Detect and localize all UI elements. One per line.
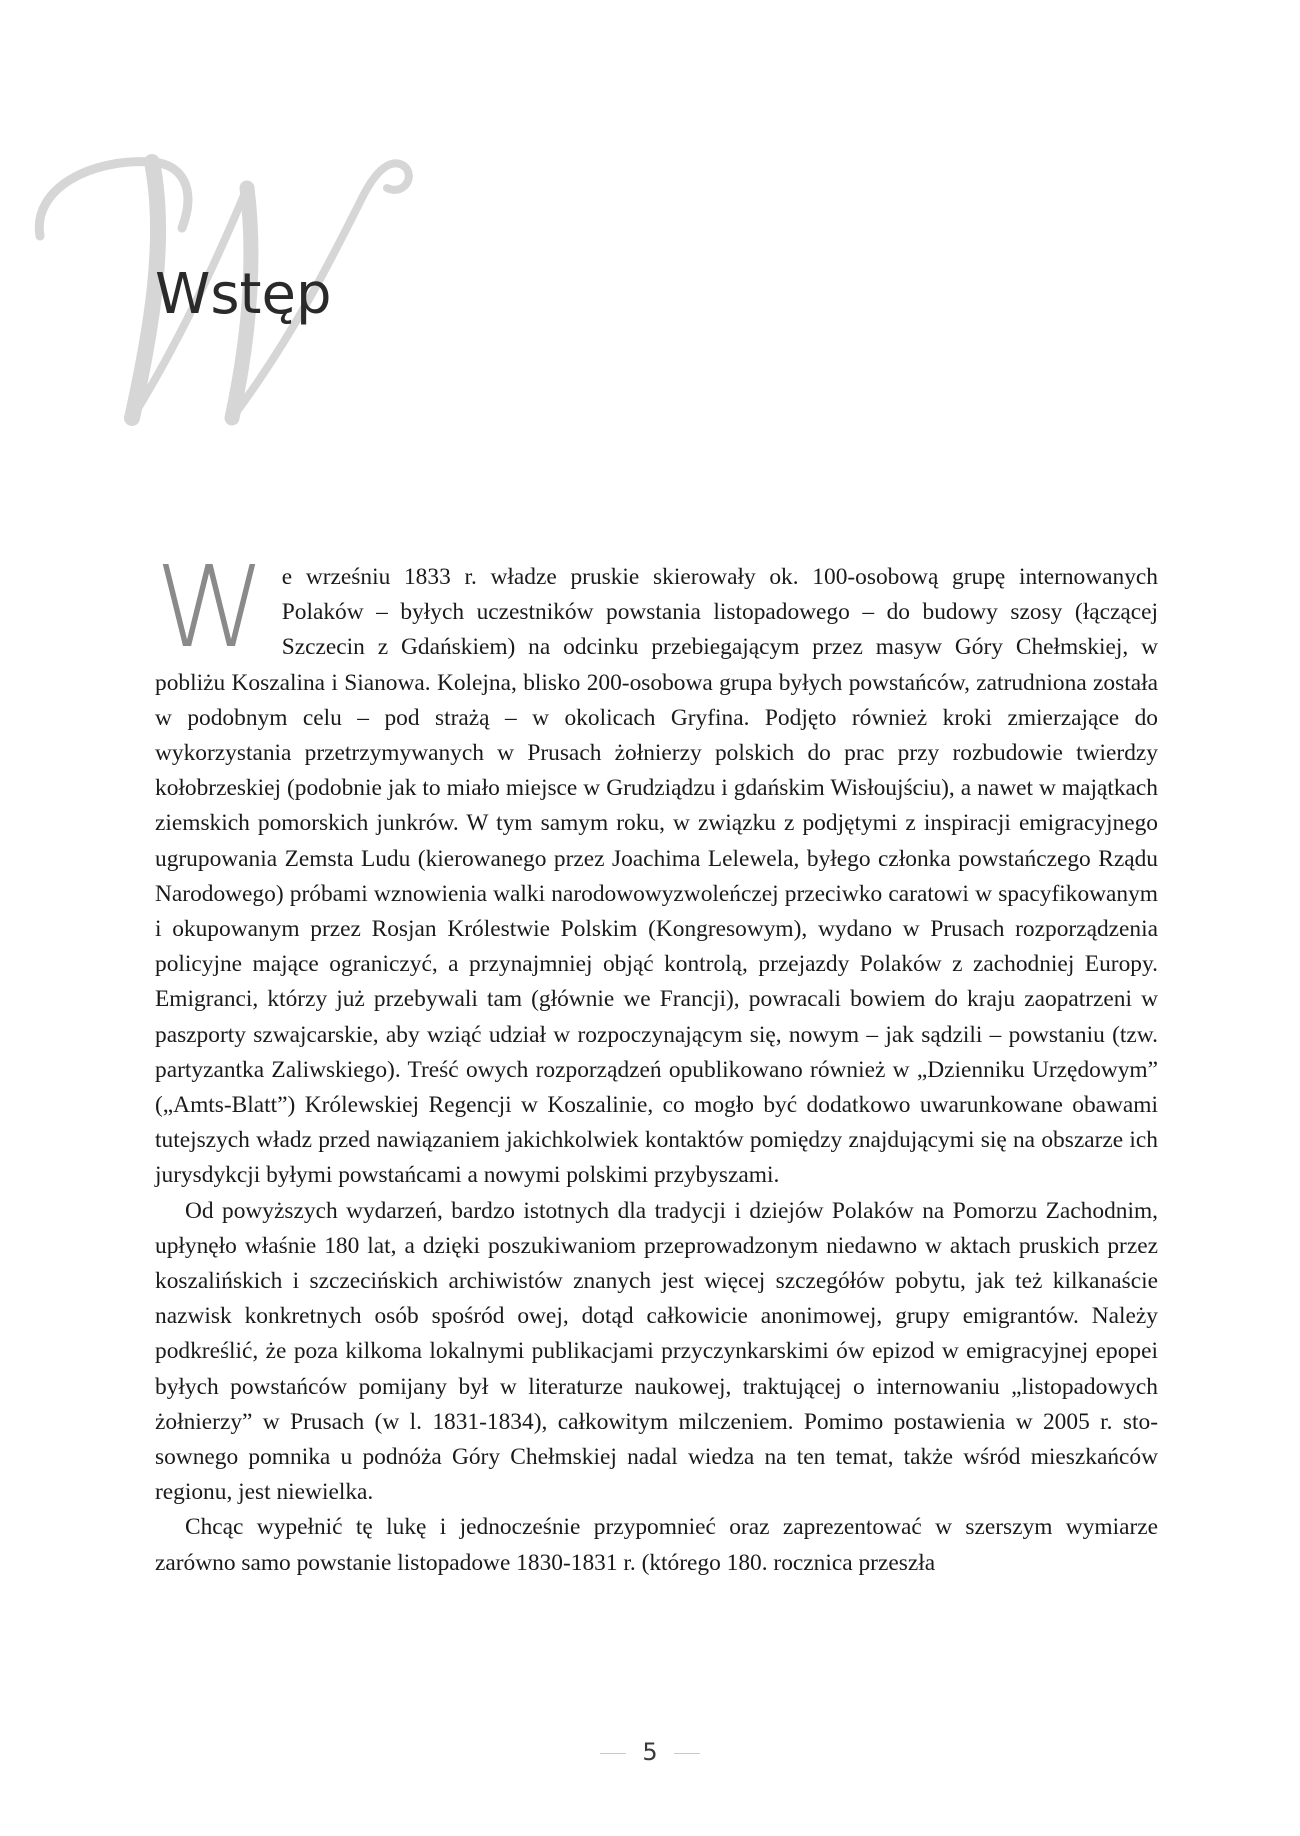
paragraph: Od powyższych wydarzeń, bardzo istotnych dla tradycji i dziejów Polaków na Pomorzu Zachodnim, upłynęło właśnie 180 lat, a dzięki poszukiwaniom przeprowadzonym niedawno w aktach pruskich przez koszalińskich i szczecińskich archiwistów znanych jest więcej szczegółów pobytu, jak też kilkanaście nazwisk konkretnych osób spośród owej, dotąd całkowicie anonimowej, grupy emigrantów. Należy podkreślić, że poza kilkoma lokalnymi publikacjami przyczynkarskimi ów epizod w emigracyjnej epopei byłych powstańców pomijany był w literaturze naukowej, traktującej o internowaniu „listopadowych żołnierzy” w Prusach (w l. 1831-1834), całkowitym milczeniem. Pomimo postawienia w 2005 r. stosownego pomnika u podnóża Góry Chełmskiej nadal wiedza na ten temat, także wśród mieszkańców regionu, jest niewielka.: [155, 1197, 1158, 1506]
paragraph: [155, 543, 1158, 1194]
paragraph: Chcąc wypełnić tę lukę i jednocześnie przypomnieć oraz zaprezentować w szerszym wymiarze zarówno samo powstanie listopadowe 1830-1831 r. (którego 180. rocznica przeszła: [155, 1514, 1158, 1576]
body-text: [155, 543, 1158, 1581]
paragraph-text: e wrześniu 1833 r. władze pruskie skierowały ok. 100-osobową grupę internowanych Polaków – byłych uczestników powstania listopadowego – do budowy szosy (łączącej Szczecin z Gdańskiem) na odcinku przebiegającym przez masyw Góry Chełmskiej, w pobliżu Koszalina i Sianowa. Kolejna, blisko 200-osobowa grupa byłych powstańców, zatrudniona została w podobnym celu – pod strażą – w okolicach Gryfina. Podjęto również kroki zmierzające do wykorzystania przetrzymywanych w Prusach żołnierzy polskich do prac przy rozbudowie twierdzy kołobrzeskiej (podobnie jak to miało miejsce w Grudziądzu i gdańskim Wisłoujściu), a nawet w majątkach ziemskich pomorskich junkrów. W tym samym roku, w związku z podjętymi z inspiracji emigracyjnego ugrupowania Zemsta Ludu (kierowanego przez Joachima Lelewela, byłego członka powstańczego Rządu Narodowego) próbami wznowienia walki narodowowyzwoleńczej przeciwko caratowi w spacyfikowanym i okupowanym przez Rosjan Królestwie Polskim (Kongresowym), wydano w Prusach rozporządzenia policyjne mające ograniczyć, a przynajmniej objąć kontrolą, przejazdy Polaków z zachodniej Europy. Emigranci, którzy już przebywali tam (głównie we Francji), powracali bowiem do kraju zaopatrzeni w paszporty szwajcarskie, aby wziąć udział w rozpoczynającym się, nowym – jak sądzili – powstaniu (tzw. partyzantka Zaliwskiego). Treść owych rozporządzeń opublikowano również w „Dzienniku Urzędowym” („Amts-Blatt”) Królewskiej Regencji w Koszalinie, co mogło być dodatkowo uwarunkowane obawami tutejszych władz przed nawiązaniem jakichkolwiek kontaktów pomiędzy znajdującymi się na obszarze ich jurysdykcji byłymi powstańcami a nowymi polskimi przybyszami.: [155, 564, 1158, 1189]
footer-dash-left: [600, 1753, 626, 1754]
page-number: 5: [642, 1738, 658, 1766]
page-footer: [0, 1738, 1300, 1766]
chapter-title: Wstęp: [155, 262, 332, 327]
footer-dash-right: [674, 1753, 700, 1754]
drop-cap: W: [155, 543, 266, 673]
